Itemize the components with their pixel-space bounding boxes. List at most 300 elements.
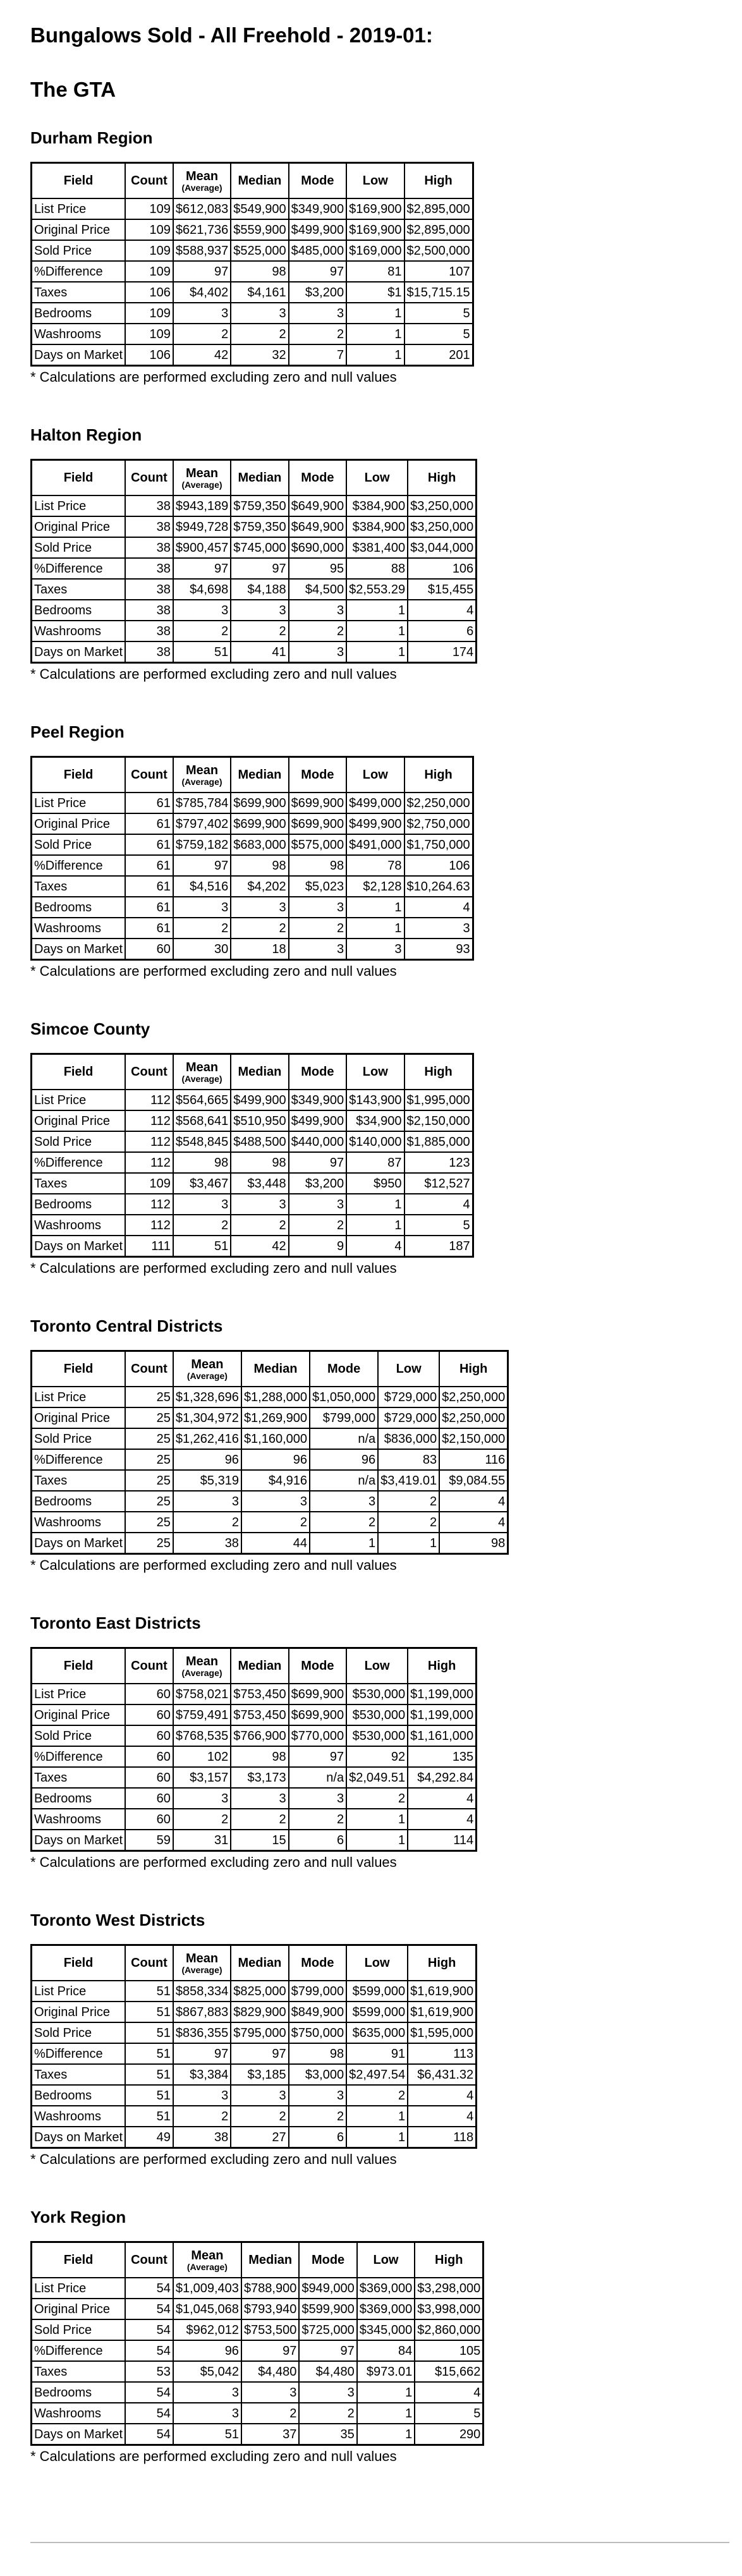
value-cell: $4,500 — [289, 579, 346, 600]
region-title: Toronto East Districts — [30, 1613, 201, 1632]
value-cell: $485,000 — [289, 240, 346, 261]
median-header: Median — [231, 1054, 288, 1090]
value-cell: 6 — [408, 621, 477, 641]
value-cell: 3 — [231, 1788, 288, 1809]
count-header: Count — [125, 1648, 173, 1684]
value-cell: 51 — [173, 1236, 231, 1257]
table-row — [32, 2002, 477, 2022]
field-cell: Washrooms — [32, 1809, 126, 1830]
mean-label: Mean — [185, 763, 219, 777]
calculation-note: * Calculations are performed excluding zero and null values — [30, 2151, 397, 2167]
value-cell: 113 — [408, 2043, 477, 2064]
value-cell: 38 — [125, 495, 173, 516]
region-title: York Region — [30, 2208, 126, 2227]
value-cell: $699,900 — [231, 793, 288, 813]
value-cell: $3,200 — [289, 282, 346, 303]
value-cell: $699,900 — [289, 813, 346, 834]
value-cell: $829,900 — [231, 2002, 288, 2022]
value-cell: 18 — [231, 939, 288, 960]
value-cell: 1 — [346, 2106, 408, 2127]
median-header: Median — [231, 757, 288, 793]
value-cell: 112 — [125, 1110, 173, 1131]
value-cell: 2 — [310, 1512, 378, 1533]
value-cell: 54 — [125, 2382, 173, 2403]
high-header: High — [408, 1945, 477, 1981]
field-cell: Original Price — [32, 1704, 126, 1725]
value-cell: $3,044,000 — [408, 537, 477, 558]
table-row — [32, 1809, 477, 1830]
mean-sublabel: (Average) — [181, 1074, 222, 1084]
value-cell: $169,900 — [346, 219, 404, 240]
field-cell: List Price — [32, 793, 126, 813]
field-cell: %Difference — [32, 855, 126, 876]
value-cell: $3,000 — [289, 2064, 346, 2085]
value-cell: 25 — [125, 1512, 173, 1533]
value-cell: $588,937 — [173, 240, 231, 261]
mode-header: Mode — [289, 1945, 346, 1981]
value-cell: $699,900 — [289, 1704, 346, 1725]
value-cell: 97 — [289, 1746, 346, 1767]
table-row — [32, 516, 477, 537]
value-cell: $1,050,000 — [310, 1387, 378, 1407]
mean-sublabel: (Average) — [181, 1668, 222, 1678]
field-header: Field — [32, 460, 126, 496]
value-cell: 3 — [289, 939, 346, 960]
field-cell: List Price — [32, 495, 126, 516]
value-cell: $770,000 — [289, 1725, 346, 1746]
value-cell: $499,900 — [289, 219, 346, 240]
value-cell: 109 — [125, 261, 173, 282]
value-cell: 51 — [173, 2424, 241, 2445]
value-cell: 1 — [357, 2382, 415, 2403]
header-row — [32, 1054, 473, 1090]
value-cell: $3,250,000 — [408, 516, 477, 537]
field-cell: Bedrooms — [32, 2382, 126, 2403]
value-cell: $635,000 — [346, 2022, 408, 2043]
value-cell: 92 — [346, 1746, 408, 1767]
count-header: Count — [125, 757, 173, 793]
mode-header: Mode — [289, 1054, 346, 1090]
value-cell: $140,000 — [346, 1131, 404, 1152]
value-cell: $3,250,000 — [408, 495, 477, 516]
value-cell: 38 — [125, 600, 173, 621]
region-title: Simcoe County — [30, 1019, 150, 1038]
value-cell: 1 — [346, 600, 408, 621]
value-cell: $750,000 — [289, 2022, 346, 2043]
field-cell: %Difference — [32, 2043, 126, 2064]
field-cell: Original Price — [32, 516, 126, 537]
table-row — [32, 2299, 484, 2319]
value-cell: 59 — [125, 1830, 173, 1851]
field-cell: Washrooms — [32, 621, 126, 641]
table-row — [32, 1704, 477, 1725]
value-cell: $759,350 — [231, 495, 288, 516]
header-row — [32, 757, 473, 793]
value-cell: $1,328,696 — [173, 1387, 241, 1407]
value-cell: $2,128 — [346, 876, 404, 897]
region-title: Durham Region — [30, 128, 153, 147]
value-cell: 3 — [289, 2085, 346, 2106]
value-cell: 25 — [125, 1387, 173, 1407]
value-cell: 54 — [125, 2424, 173, 2445]
value-cell: 116 — [439, 1449, 508, 1470]
high-header: High — [408, 1648, 477, 1684]
field-cell: Days on Market — [32, 344, 126, 366]
calculation-note: * Calculations are performed excluding zero and null values — [30, 369, 397, 385]
value-cell: $949,000 — [299, 2278, 356, 2299]
field-cell: Washrooms — [32, 324, 126, 344]
value-cell: $2,750,000 — [404, 813, 473, 834]
value-cell: 97 — [231, 2043, 288, 2064]
field-cell: List Price — [32, 1387, 126, 1407]
value-cell: 98 — [231, 261, 288, 282]
value-cell: $568,641 — [173, 1110, 231, 1131]
field-cell: %Difference — [32, 1449, 126, 1470]
table-row — [32, 1215, 473, 1236]
value-cell: $440,000 — [289, 1131, 346, 1152]
value-cell: $4,916 — [241, 1470, 310, 1491]
value-cell: 61 — [125, 897, 173, 918]
field-cell: Original Price — [32, 2299, 126, 2319]
stats-table — [30, 1350, 509, 1555]
table-row — [32, 2127, 477, 2148]
table-row — [32, 2361, 484, 2382]
value-cell: 3 — [173, 303, 231, 324]
field-cell: %Difference — [32, 1152, 126, 1173]
value-cell: 42 — [231, 1236, 288, 1257]
median-header: Median — [231, 163, 288, 199]
mode-header: Mode — [310, 1351, 378, 1387]
value-cell: $5,319 — [173, 1470, 241, 1491]
value-cell: 1 — [346, 344, 404, 366]
value-cell: $649,900 — [289, 495, 346, 516]
field-cell: List Price — [32, 1684, 126, 1704]
value-cell: 135 — [408, 1746, 477, 1767]
value-cell: 4 — [408, 1788, 477, 1809]
median-header: Median — [241, 2242, 299, 2278]
stats-table — [30, 2241, 484, 2446]
value-cell: $836,000 — [378, 1428, 439, 1449]
value-cell: $15,455 — [408, 579, 477, 600]
value-cell: 97 — [299, 2340, 356, 2361]
value-cell: 109 — [125, 240, 173, 261]
table-row — [32, 1746, 477, 1767]
value-cell: 27 — [231, 2127, 288, 2148]
value-cell: $2,150,000 — [404, 1110, 473, 1131]
value-cell: $725,000 — [299, 2319, 356, 2340]
count-header: Count — [125, 1351, 173, 1387]
low-header: Low — [346, 1648, 408, 1684]
value-cell: $530,000 — [346, 1725, 408, 1746]
value-cell: 3 — [310, 1491, 378, 1512]
value-cell: 2 — [173, 1512, 241, 1533]
value-cell: $499,900 — [289, 1110, 346, 1131]
table-row — [32, 261, 473, 282]
field-header: Field — [32, 163, 126, 199]
value-cell: 98 — [231, 1152, 288, 1173]
region-section — [30, 128, 742, 425]
value-cell: 6 — [289, 2127, 346, 2148]
count-header: Count — [125, 163, 173, 199]
value-cell: $1,269,900 — [241, 1407, 310, 1428]
field-cell: Sold Price — [32, 240, 126, 261]
region-section — [30, 1613, 742, 1910]
value-cell: $690,000 — [289, 537, 346, 558]
value-cell: 4 — [439, 1491, 508, 1512]
field-cell: Original Price — [32, 219, 126, 240]
field-cell: Washrooms — [32, 1215, 126, 1236]
field-header: Field — [32, 757, 126, 793]
value-cell: 3 — [289, 303, 346, 324]
value-cell: 49 — [125, 2127, 173, 2148]
value-cell: $1,161,000 — [408, 1725, 477, 1746]
value-cell: $1 — [346, 282, 404, 303]
field-cell: Taxes — [32, 2361, 126, 2382]
value-cell: 4 — [408, 2085, 477, 2106]
table-row — [32, 897, 473, 918]
table-row — [32, 344, 473, 366]
value-cell: $1,995,000 — [404, 1090, 473, 1110]
value-cell: 102 — [173, 1746, 231, 1767]
field-cell: Days on Market — [32, 939, 126, 960]
value-cell: 61 — [125, 834, 173, 855]
count-header: Count — [125, 1945, 173, 1981]
table-row — [32, 1725, 477, 1746]
value-cell: 54 — [125, 2340, 173, 2361]
value-cell: 1 — [378, 1533, 439, 1554]
value-cell: 54 — [125, 2319, 173, 2340]
table-row — [32, 813, 473, 834]
value-cell: 3 — [231, 1194, 288, 1215]
region-section — [30, 425, 742, 722]
table-row — [32, 1387, 508, 1407]
table-row — [32, 579, 477, 600]
stats-table — [30, 459, 477, 664]
mean-label: Mean — [185, 1060, 219, 1074]
value-cell: $3,200 — [289, 1173, 346, 1194]
value-cell: 96 — [173, 1449, 241, 1470]
value-cell: 3 — [289, 1194, 346, 1215]
mean-header — [173, 2242, 241, 2278]
table-row — [32, 198, 473, 219]
mean-label: Mean — [185, 169, 219, 183]
count-header: Count — [125, 1054, 173, 1090]
table-row — [32, 1407, 508, 1428]
table-row — [32, 1491, 508, 1512]
value-cell: 2 — [346, 1788, 408, 1809]
value-cell: $4,698 — [173, 579, 231, 600]
table-row — [32, 2319, 484, 2340]
mean-header — [173, 163, 231, 199]
value-cell: $649,900 — [289, 516, 346, 537]
table-row — [32, 2403, 484, 2424]
table-row — [32, 1449, 508, 1470]
value-cell: 2 — [289, 324, 346, 344]
table-row — [32, 1684, 477, 1704]
value-cell: $759,182 — [173, 834, 231, 855]
value-cell: $4,202 — [231, 876, 288, 897]
value-cell: $499,900 — [231, 1090, 288, 1110]
value-cell: 61 — [125, 918, 173, 939]
mode-header: Mode — [299, 2242, 356, 2278]
low-header: Low — [346, 1945, 408, 1981]
value-cell: $4,292.84 — [408, 1767, 477, 1788]
mode-header: Mode — [289, 163, 346, 199]
value-cell: $548,845 — [173, 1131, 231, 1152]
value-cell: 2 — [378, 1512, 439, 1533]
high-header: High — [404, 757, 473, 793]
value-cell: $2,860,000 — [415, 2319, 484, 2340]
field-cell: Taxes — [32, 2064, 126, 2085]
low-header: Low — [378, 1351, 439, 1387]
value-cell: 88 — [346, 558, 408, 579]
field-header: Field — [32, 1351, 126, 1387]
mode-header: Mode — [289, 1648, 346, 1684]
value-cell: $1,885,000 — [404, 1131, 473, 1152]
value-cell: $1,009,403 — [173, 2278, 241, 2299]
regions-container — [30, 128, 742, 2504]
value-cell: $1,160,000 — [241, 1428, 310, 1449]
table-row — [32, 621, 477, 641]
mean-header — [173, 1945, 231, 1981]
value-cell: 60 — [125, 1809, 173, 1830]
field-cell: Bedrooms — [32, 303, 126, 324]
value-cell: 38 — [125, 558, 173, 579]
value-cell: 111 — [125, 1236, 173, 1257]
value-cell: $381,400 — [346, 537, 408, 558]
value-cell: 25 — [125, 1491, 173, 1512]
field-cell: %Difference — [32, 261, 126, 282]
region-section — [30, 1019, 742, 1316]
value-cell: 61 — [125, 813, 173, 834]
field-cell: Bedrooms — [32, 897, 126, 918]
value-cell: 81 — [346, 261, 404, 282]
value-cell: 51 — [125, 2106, 173, 2127]
value-cell: 1 — [346, 1830, 408, 1851]
value-cell: 25 — [125, 1533, 173, 1554]
value-cell: $973.01 — [357, 2361, 415, 2382]
value-cell: 3 — [241, 2382, 299, 2403]
value-cell: $169,900 — [346, 198, 404, 219]
value-cell: 96 — [310, 1449, 378, 1470]
value-cell: $2,895,000 — [404, 198, 473, 219]
value-cell: 5 — [415, 2403, 484, 2424]
table-row — [32, 1788, 477, 1809]
page-subtitle: The GTA — [30, 78, 116, 101]
high-header: High — [404, 163, 473, 199]
table-row — [32, 240, 473, 261]
value-cell: 1 — [346, 918, 404, 939]
header-row — [32, 1648, 477, 1684]
value-cell: 3 — [173, 600, 231, 621]
value-cell: 97 — [173, 855, 231, 876]
table-row — [32, 918, 473, 939]
value-cell: $599,900 — [299, 2299, 356, 2319]
calculation-note: * Calculations are performed excluding zero and null values — [30, 666, 397, 682]
value-cell: 1 — [346, 1809, 408, 1830]
value-cell: 97 — [173, 2043, 231, 2064]
mean-header — [173, 1648, 231, 1684]
value-cell: $530,000 — [346, 1684, 408, 1704]
value-cell: 112 — [125, 1152, 173, 1173]
value-cell: $2,150,000 — [439, 1428, 508, 1449]
value-cell: $3,384 — [173, 2064, 231, 2085]
value-cell: $9,084.55 — [439, 1470, 508, 1491]
value-cell: 95 — [289, 558, 346, 579]
value-cell: $599,000 — [346, 1981, 408, 2002]
value-cell: $499,900 — [346, 813, 404, 834]
header-row — [32, 1945, 477, 1981]
value-cell: 2 — [241, 2403, 299, 2424]
region-title: Halton Region — [30, 425, 142, 444]
value-cell: $15,662 — [415, 2361, 484, 2382]
value-cell: $785,784 — [173, 793, 231, 813]
header-row — [32, 1351, 508, 1387]
value-cell: $384,900 — [346, 495, 408, 516]
field-cell: %Difference — [32, 558, 126, 579]
value-cell: $2,895,000 — [404, 219, 473, 240]
field-cell: Taxes — [32, 876, 126, 897]
value-cell: $530,000 — [346, 1704, 408, 1725]
value-cell: $4,402 — [173, 282, 231, 303]
value-cell: 123 — [404, 1152, 473, 1173]
value-cell: 84 — [357, 2340, 415, 2361]
table-row — [32, 834, 473, 855]
table-row — [32, 1767, 477, 1788]
value-cell: 106 — [404, 855, 473, 876]
mode-header: Mode — [289, 757, 346, 793]
field-cell: List Price — [32, 1981, 126, 2002]
value-cell: $3,419.01 — [378, 1470, 439, 1491]
region-title: Toronto West Districts — [30, 1911, 205, 1929]
value-cell: $867,883 — [173, 2002, 231, 2022]
field-cell: Sold Price — [32, 1131, 126, 1152]
value-cell: 53 — [125, 2361, 173, 2382]
value-cell: $510,950 — [231, 1110, 288, 1131]
value-cell: 3 — [299, 2382, 356, 2403]
mean-header — [173, 757, 231, 793]
table-row — [32, 1830, 477, 1851]
value-cell: 98 — [231, 855, 288, 876]
high-header: High — [415, 2242, 484, 2278]
mean-sublabel: (Average) — [181, 777, 222, 787]
value-cell: $729,000 — [378, 1387, 439, 1407]
value-cell: $2,250,000 — [439, 1387, 508, 1407]
value-cell: 2 — [231, 2106, 288, 2127]
field-cell: Bedrooms — [32, 2085, 126, 2106]
value-cell: $2,049.51 — [346, 1767, 408, 1788]
value-cell: 2 — [173, 1809, 231, 1830]
value-cell: 60 — [125, 1704, 173, 1725]
value-cell: 78 — [346, 855, 404, 876]
field-cell: Bedrooms — [32, 600, 126, 621]
value-cell: 112 — [125, 1131, 173, 1152]
value-cell: 97 — [173, 261, 231, 282]
value-cell: 106 — [125, 344, 173, 366]
value-cell: 51 — [125, 2022, 173, 2043]
field-cell: Washrooms — [32, 1512, 126, 1533]
field-cell: List Price — [32, 1090, 126, 1110]
value-cell: $858,334 — [173, 1981, 231, 2002]
value-cell: 109 — [125, 1173, 173, 1194]
value-cell: $5,023 — [289, 876, 346, 897]
table-row — [32, 1152, 473, 1173]
value-cell: 1 — [310, 1533, 378, 1554]
field-cell: Original Price — [32, 1110, 126, 1131]
high-header: High — [408, 460, 477, 496]
table-row — [32, 2424, 484, 2445]
value-cell: $4,480 — [299, 2361, 356, 2382]
